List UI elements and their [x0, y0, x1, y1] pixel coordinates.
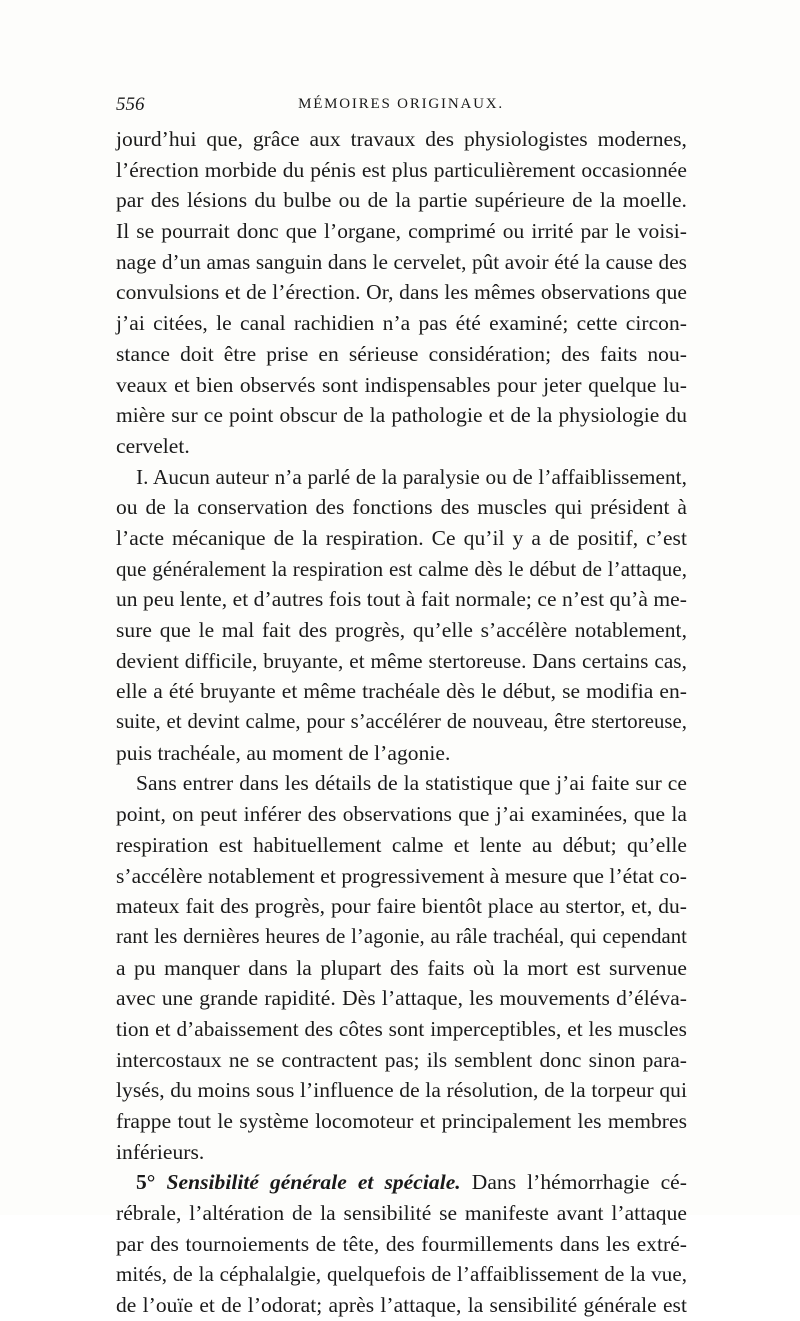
text-line: stance doit être prise en sérieuse considération; des faits nou- [116, 341, 687, 366]
text-line: tion et d’abaissement des côtes sont imperceptibles, et les muscles [116, 1016, 687, 1041]
body-text [116, 124, 687, 1321]
text-line: avec une grande rapidité. Dès l’attaque, les mouvements d’éléva- [116, 986, 687, 1011]
text-line: Il se pourrait donc que l’organe, comprimé ou irrité par le voisi- [116, 219, 687, 244]
text-line: Sans entrer dans les détails de la statistique que j’ai faite sur ce [136, 771, 687, 796]
section-number: 5° [136, 1170, 156, 1195]
text-line: nage d’un amas sanguin dans le cervelet, pût avoir été la cause des [116, 249, 687, 274]
text-line: frappe tout le système locomoteur et principalement les membres [116, 1109, 687, 1133]
section-heading: Sensibilité générale et spéciale. [166, 1170, 461, 1195]
section-first-line-text: Dans l’hémorrhagie cé- [471, 1170, 687, 1195]
text-line: suite, et devint calme, pour s’accélérer de nouveau, être stertoreuse, [116, 711, 687, 734]
text-line: intercostaux ne se contractent pas; ils semblent donc sinon para- [116, 1047, 687, 1072]
running-head: MÉMOIRES ORIGINAUX. [298, 96, 504, 112]
text-line: sure que le mal fait des progrès, qu’elle s’accélère notablement, [116, 618, 687, 642]
text-line: j’ai citées, le canal rachidien n’a pas été examiné; cette circon- [116, 311, 687, 336]
text-line: a pu manquer dans la plupart des faits où la mort est survenue [116, 955, 687, 980]
text-line: l’érection morbide du pénis est plus particulièrement occasionnée [116, 157, 687, 182]
text-line: veaux et bien observés sont indispensables pour jeter quelque lu- [116, 372, 687, 397]
text-line: cervelet. [116, 433, 190, 458]
text-line: respiration est habituellement calme et lente au début; qu’elle [116, 832, 687, 857]
text-line: I. Aucun auteur n’a parlé de la paralysie ou de l’affaiblissement, [136, 464, 687, 489]
text-line: de l’ouïe et de l’odorat; après l’attaque, la sensibilité générale est [116, 1293, 687, 1318]
text-line: jourd’hui que, grâce aux travaux des physiologistes modernes, [116, 127, 687, 151]
text-line: convulsions et de l’érection. Or, dans les mêmes observations que [116, 280, 687, 305]
section-heading-line [116, 1167, 687, 1198]
text-line: devient difficile, bruyante, et même stertoreuse. Dans certains cas, [116, 648, 687, 673]
text-line: mités, de la céphalalgie, quelquefois de l’affaiblissement de la vue, [116, 1262, 687, 1287]
text-line: lysés, du moins sous l’influence de la résolution, de la torpeur qui [116, 1078, 687, 1103]
text-line: inférieurs. [116, 1139, 205, 1164]
text-line: puis trachéale, au moment de l’agonie. [116, 740, 451, 765]
text-line: point, on peut inférer des observations que j’ai examinées, que la [116, 802, 687, 827]
text-line: mière sur ce point obscur de la pathologie et de la physiologie du [116, 403, 687, 428]
text-line: elle a été bruyante et même trachéale dès le début, se modifia en- [116, 679, 687, 704]
text-line: mateux fait des progrès, pour faire bientôt place au stertor, et, du- [116, 894, 687, 919]
text-line: par des tournoiements de tête, des fourmillements dans les extré- [116, 1231, 687, 1256]
page-header [116, 94, 686, 118]
text-line: rébrale, l’altération de la sensibilité se manifeste avant l’attaque [116, 1201, 687, 1226]
page-number: 556 [116, 94, 145, 115]
text-line: l’acte mécanique de la respiration. Ce qu’il y a de positif, c’est [116, 525, 687, 550]
text-line: un peu lente, et d’autres fois tout à fait normale; ce n’est qu’à me- [116, 587, 687, 612]
text-line: ou de la conservation des fonctions des muscles qui président à [116, 495, 687, 520]
text-line: que généralement la respiration est calme dès le début de l’attaque, [116, 556, 687, 581]
text-line: par des lésions du bulbe ou de la partie supérieure de la moelle. [116, 188, 687, 213]
text-line: rant les dernières heures de l’agonie, au râle trachéal, qui cependant [116, 925, 687, 948]
text-line: s’accélère notablement et progressivement à mesure que l’état co- [116, 863, 687, 888]
